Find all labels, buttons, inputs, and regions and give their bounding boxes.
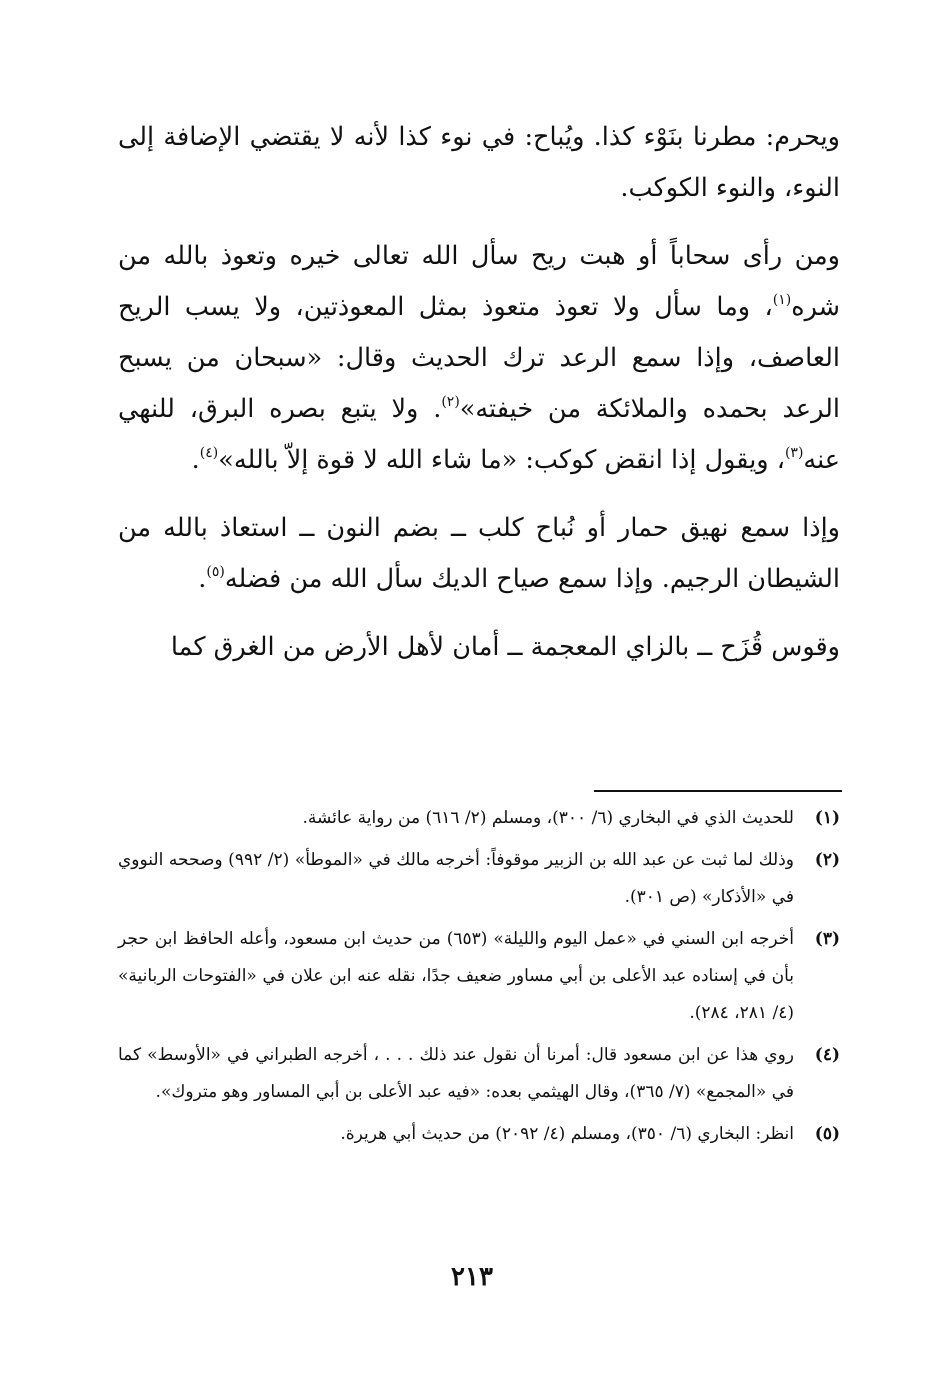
footnote-ref-4: (٤): [199, 445, 219, 461]
paragraph-2: [118, 231, 840, 486]
footnote-number: (٤): [814, 1045, 840, 1065]
footnote-ref-5: (٥): [206, 564, 225, 580]
paragraph-1: ويحرم: مطرنا بنَوْء كذا. ويُباح: في نوء كذا لأنه لا يقتضي الإضافة إلى النوء، والنوء الكوكب.: [118, 122, 840, 203]
footnote-1: [118, 800, 840, 837]
paragraph-2-part-e: .: [191, 445, 200, 475]
footnote-number: (١): [814, 808, 840, 828]
footnote-4: [118, 1037, 840, 1111]
footnote-text: انظر: البخاري (٦/ ٣٥٠)، ومسلم (٤/ ٢٠٩٢) من حديث أبي هريرة.: [340, 1124, 794, 1144]
footnote-text: أخرجه ابن السني في «عمل اليوم والليلة» (٦٥٣) من حديث ابن مسعود، وأعله الحافظ ابن حجر بأن في إسناده عبد الأعلى بن أبي مساور ضعيف جدًا، نقله عنه ابن علان في «الفتوحات الربانية» (٤/ ٢٨١، ٢٨٤).: [118, 929, 794, 1023]
footnote-ref-3: (٣): [784, 445, 804, 461]
footnotes: [118, 800, 840, 1158]
footnote-number: (٣): [814, 929, 840, 949]
main-text: [118, 112, 840, 673]
footnote-text: للحديث الذي في البخاري (٦/ ٣٠٠)، ومسلم (٢/ ٦١٦) من رواية عائشة.: [302, 808, 794, 828]
footnote-2: [118, 842, 840, 916]
paragraph-2-part-a: ومن رأى سحاباً أو هبت ريح سأل الله تعالى خيره وتعوذ بالله من شره: [118, 241, 840, 322]
paragraph-3: [118, 503, 840, 605]
paragraph-3-part-b: .: [198, 564, 207, 594]
footnote-ref-2: (٢): [441, 394, 460, 410]
footnote-separator: [594, 790, 842, 792]
footnote-number: (٢): [814, 850, 840, 870]
paragraph-2-part-b: ، وما سأل ولا تعوذ متعوذ بمثل المعوذتين، ولا يسب الريح العاصف، وإذا سمع الرعد ترك الحديث وقال: «سبحان من يسبح الرعد بحمده والملائكة من خيفته»: [118, 292, 840, 424]
footnote-text: روي هذا عن ابن مسعود قال: أمرنا أن نقول عند ذلك . . . ، أخرجه الطبراني في «الأوسط» كما في «المجمع» (٧/ ٣٦٥)، وقال الهيثمي بعده: «فيه عبد الأعلى بن أبي المساور وهو متروك».: [118, 1045, 794, 1102]
footnote-ref-1: (١): [772, 292, 792, 308]
paragraph-3-part-a: وإذا سمع نهيق حمار أو نُباح كلب ــ بضم النون ــ استعاذ بالله من الشيطان الرجيم. وإذا سمع صياح الديك سأل الله من فضله: [118, 513, 840, 594]
footnote-number: (٥): [814, 1124, 840, 1144]
paragraph-2-part-c: . ولا يتبع بصره البرق، للنهي عنه: [118, 394, 840, 475]
footnote-text: وذلك لما ثبت عن عبد الله بن الزبير موقوفاً: أخرجه مالك في «الموطأ» (٢/ ٩٩٢) وصححه النووي في «الأذكار» (ص ٣٠١).: [118, 850, 794, 907]
paragraph-2-part-d: ، ويقول إذا انقض كوكب: «ما شاء الله لا قوة إلاّ بالله»: [218, 445, 785, 475]
page-number: ٢١٣: [451, 1262, 493, 1292]
paragraph-4: وقوس قُزَح ــ بالزاي المعجمة ــ أمان لأهل الأرض من الغرق كما: [170, 632, 840, 662]
footnote-3: [118, 921, 840, 1032]
footnote-5: [118, 1116, 840, 1153]
